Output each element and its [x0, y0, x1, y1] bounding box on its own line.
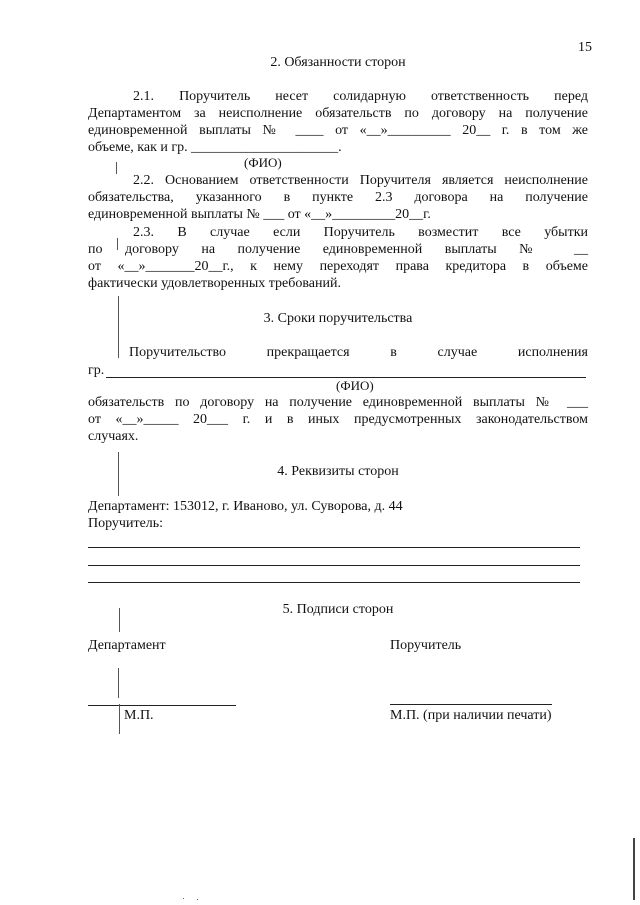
- scan-mark: [118, 452, 119, 496]
- scan-mark: [118, 668, 119, 698]
- requisites-line-1: [88, 547, 580, 548]
- scan-dot: [183, 898, 184, 899]
- section2-p3-line2: по договору на получение единовременной выплаты № __: [88, 242, 588, 257]
- page-number: 15: [578, 40, 592, 55]
- section3-p1-line3: от «__»_____ 20___ г. и в иных предусмотренных законодательством: [88, 412, 588, 427]
- scan-mark: [633, 838, 635, 900]
- scan-mark: [116, 162, 117, 174]
- department-address: Департамент: 153012, г. Иваново, ул. Суворова, д. 44: [88, 499, 403, 514]
- section3-p1-line1: Поручительство прекращается в случае исполнения: [129, 345, 588, 360]
- department-signature-line: [88, 705, 236, 706]
- section3-fio-label: (ФИО): [336, 378, 374, 393]
- scan-mark: [119, 608, 120, 632]
- scan-mark: [117, 238, 118, 250]
- section2-p2-line2: обязательства, указанного в пункте 2.3 договора на получение: [88, 190, 588, 205]
- requisites-line-3: [88, 582, 580, 583]
- section2-p3-line4: фактически удовлетворенных требований.: [88, 276, 341, 291]
- section2-p1-line4: объеме, как и гр. _____________________.: [88, 140, 342, 155]
- requisites-line-2: [88, 565, 580, 566]
- section2-p3-line3: от «__»_______20__г., к нему переходят права кредитора в объеме: [88, 259, 588, 274]
- scan-mark: [119, 704, 120, 734]
- section2-heading: 2. Обязанности сторон: [270, 55, 406, 70]
- section4-heading: 4. Реквизиты сторон: [277, 464, 399, 479]
- section3-heading: 3. Сроки поручительства: [263, 311, 413, 326]
- section3-prefix: гр.: [88, 363, 105, 378]
- guarantor-stamp-place: М.П. (при наличии печати): [390, 708, 552, 723]
- section2-fio-label: (ФИО): [244, 155, 282, 170]
- guarantor-signature-line: [390, 704, 552, 705]
- guarantor-label: Поручитель:: [88, 516, 164, 531]
- scan-mark: [118, 296, 119, 358]
- section2-p1-line3: единовременной выплаты № ____ от «__»_________ 20__ г. в том же: [88, 123, 588, 138]
- section2-p3-line1: 2.3. В случае если Поручитель возместит все убытки: [133, 225, 588, 240]
- guarantor-signatory: Поручитель: [390, 638, 462, 653]
- section2-p1-line2: Департаментом за неисполнение обязательств по договору на получение: [88, 106, 588, 121]
- section3-p1-line4: случаях.: [88, 429, 139, 444]
- department-signatory: Департамент: [88, 638, 166, 653]
- section2-p2-line3: единовременной выплаты № ___ от «__»_________20__г.: [88, 207, 431, 222]
- section2-p1-line1: 2.1. Поручитель несет солидарную ответственность перед: [133, 89, 588, 104]
- section3-p1-line2: обязательств по договору на получение единовременной выплаты № ___: [88, 395, 588, 410]
- section2-p2-line1: 2.2. Основанием ответственности Поручителя является неисполнение: [133, 173, 588, 188]
- scan-dot: [197, 899, 198, 900]
- department-stamp-place: М.П.: [124, 708, 154, 723]
- section5-heading: 5. Подписи сторон: [282, 602, 394, 617]
